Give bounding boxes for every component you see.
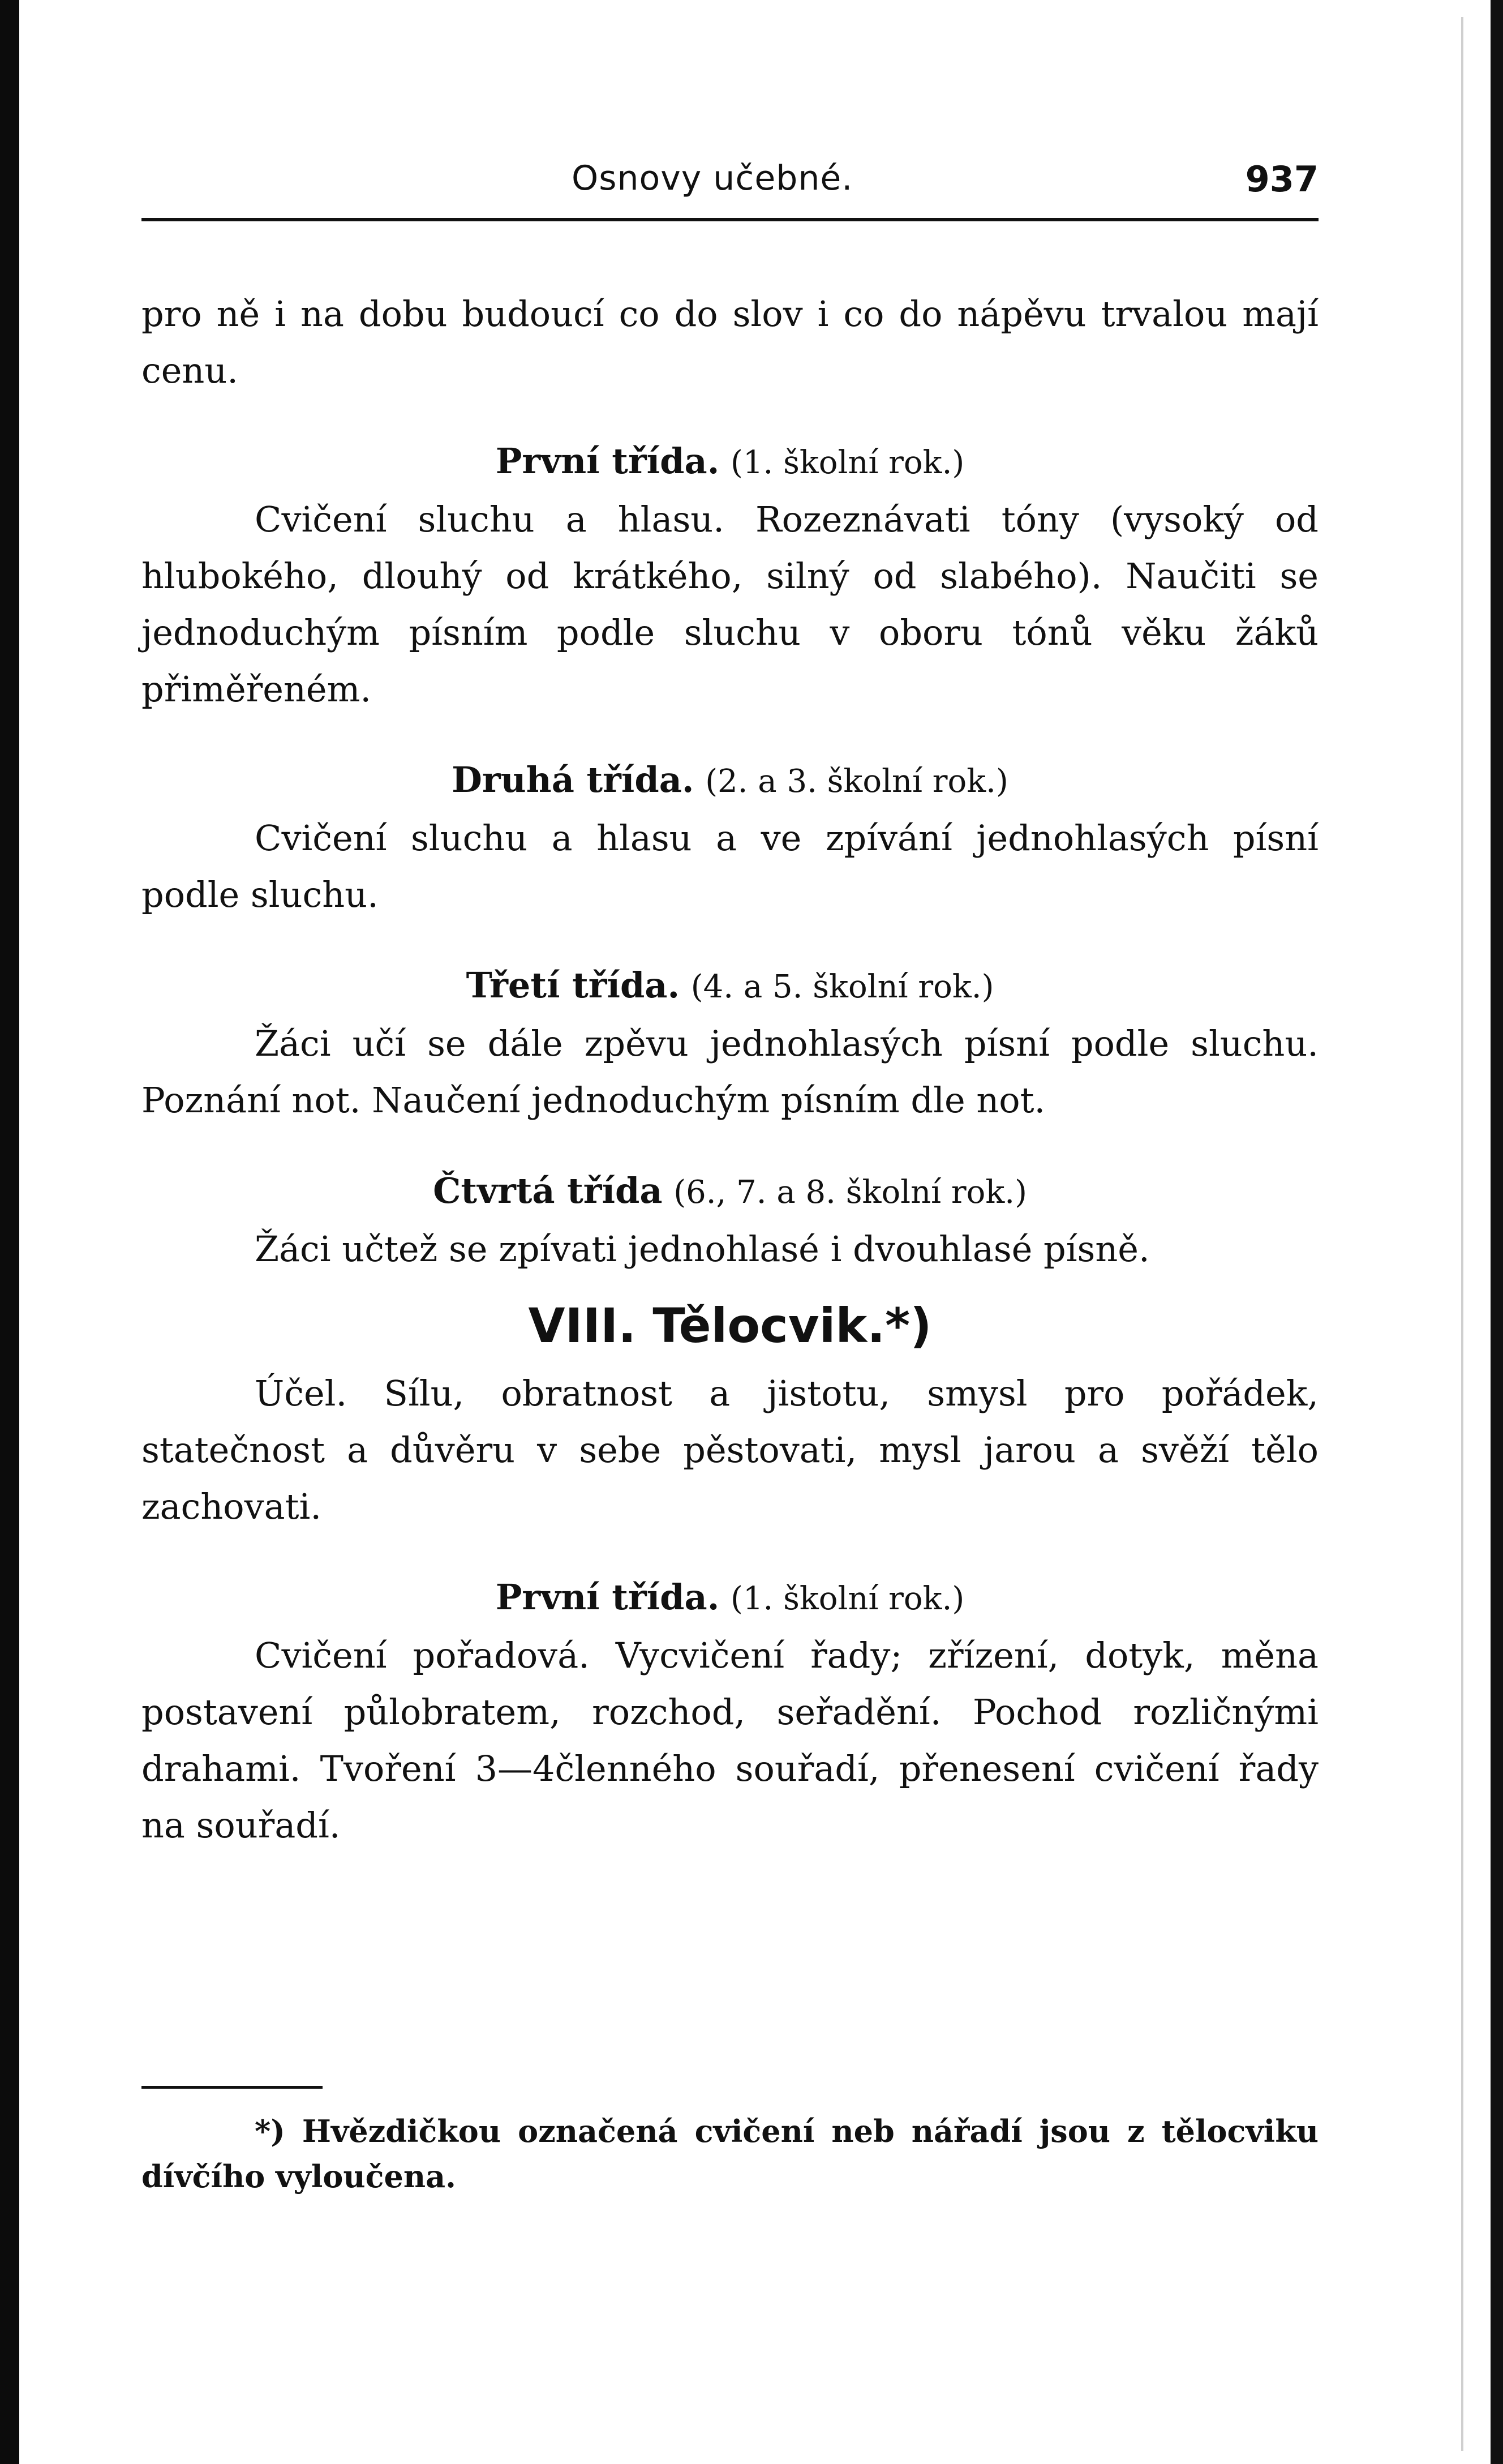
singing-class-text: Žáci učtež se zpívati jednohlasé i dvouhlasé písně.: [255, 1228, 1150, 1270]
school-years: (4. a 5. školní rok.): [690, 969, 994, 1005]
singing-class-text: Žáci učí se dále zpěvu jednohlasých písní podle sluchu. Poznání not. Naučení jednoduchým písním dle not.: [141, 1023, 1319, 1121]
page-number: 937: [1245, 158, 1319, 200]
singing-class-heading: [141, 433, 1319, 491]
section-title: VIII. Tělocvik.*): [528, 1298, 932, 1353]
class-name: Čtvrtá třída: [433, 1170, 663, 1211]
scan-edge-left: [0, 0, 19, 2464]
intro-paragraph: pro ně i na dobu budoucí co do slov i co do nápěvu trvalou mají cenu.: [141, 293, 1319, 391]
purpose-paragraph: Účel. Sílu, obratnost a jistotu, smysl pro pořádek, statečnost a důvěru v sebe pěstovati, mysl jarou a svěží tělo zachovati.: [141, 1373, 1319, 1527]
running-title: Osnovy učebné.: [572, 158, 853, 198]
scan-edge-right: [1491, 0, 1503, 2464]
singing-class-text: Cvičení sluchu a hlasu. Rozeznávati tóny (vysoký od hlubokého, dlouhý od krátkého, silný od slabého). Naučiti se jednoduchým písním podle sluchu v oboru tónů věku žáků přiměřeném.: [141, 499, 1319, 710]
page-body: [141, 286, 1319, 1854]
school-years: (1. školní rok.): [731, 444, 965, 481]
page-header: [141, 158, 1319, 209]
school-years: (6., 7. a 8. školní rok.): [673, 1174, 1027, 1211]
scan-gutter-line: [1461, 17, 1463, 2451]
school-years: (1. školní rok.): [731, 1580, 965, 1617]
singing-class-heading: [141, 752, 1319, 810]
gymnastics-class-heading: [141, 1569, 1319, 1627]
footnote-rule: [141, 2086, 323, 2089]
class-name: Druhá třída.: [452, 759, 694, 800]
header-rule: [141, 218, 1319, 221]
gymnastics-class-text: Cvičení pořadová. Vycvičení řady; zřízení, dotyk, měna postavení půlobratem, rozchod, seřadění. Pochod rozličnými drahami. Tvoření 3—4členného souřadí, přenesení cvičení řady na souřadí.: [141, 1635, 1319, 1846]
footnote: *) Hvězdičkou označená cvičení neb nářadí jsou z tělocviku dívčího vyloučena.: [141, 2113, 1319, 2195]
class-name: První třída.: [495, 1576, 720, 1618]
school-years: (2. a 3. školní rok.): [705, 763, 1008, 800]
class-name: První třída.: [495, 440, 720, 482]
class-name: Třetí třída.: [466, 965, 680, 1006]
singing-class-heading: [141, 957, 1319, 1015]
singing-class-heading: [141, 1163, 1319, 1221]
singing-class-text: Cvičení sluchu a hlasu a ve zpívání jednohlasých písní podle sluchu.: [141, 817, 1319, 915]
